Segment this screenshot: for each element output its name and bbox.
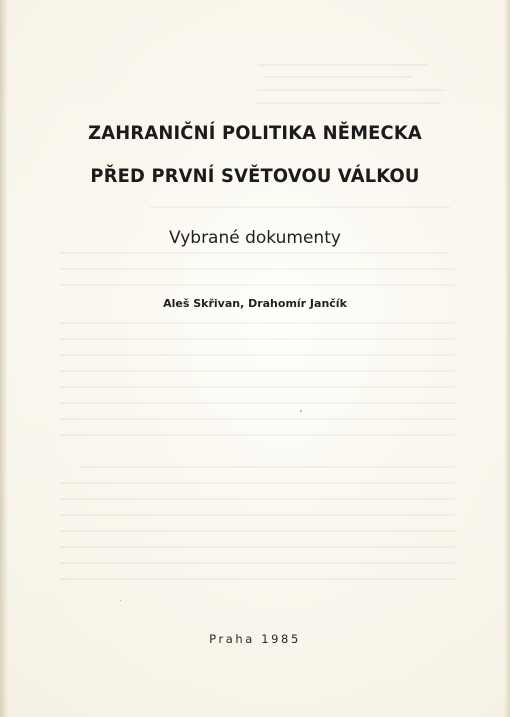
book-title-line-1: ZAHRANIČNÍ POLITIKA NĚMECKA [88,122,422,144]
book-subtitle: Vybrané dokumenty [169,228,341,248]
paper-speck [120,600,121,601]
book-authors: Aleš Skřivan, Drahomír Jančík [163,297,347,310]
book-title-line-2: PŘED PRVNÍ SVĚTOVOU VÁLKOU [90,165,420,187]
paper-speck [300,410,302,412]
book-imprint: Praha 1985 [209,632,301,646]
page-edge-shadow-left [0,0,8,717]
page-edge-shadow-right [504,0,510,717]
